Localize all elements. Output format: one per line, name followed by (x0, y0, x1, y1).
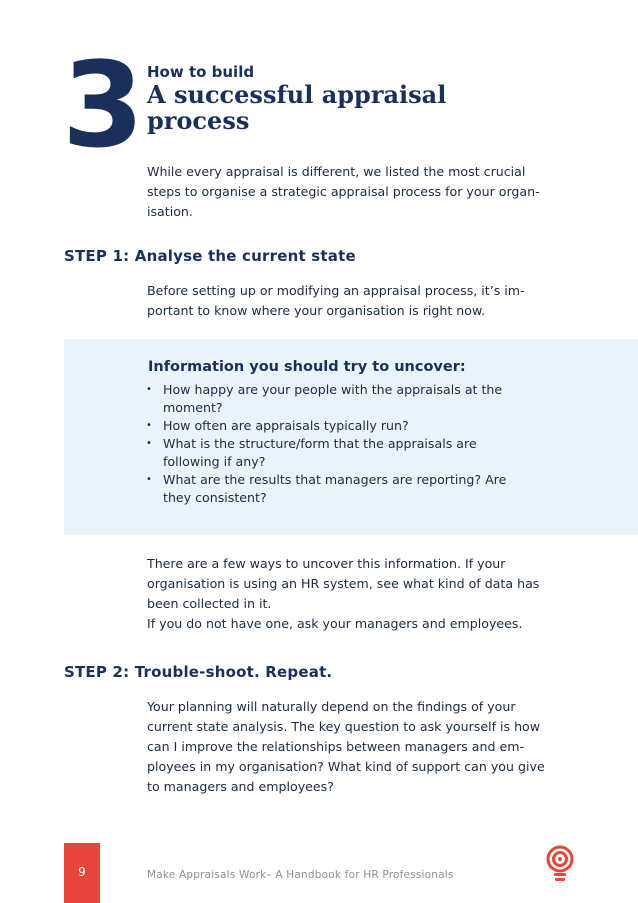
info-list-item: • What are the results that managers are reporting? Are they consistent? (146, 471, 526, 507)
title-line-2: process (147, 106, 250, 135)
step-1-heading: STEP 1: Analyse the current state (64, 247, 356, 265)
page-title (147, 82, 446, 134)
section-number: 3 (62, 36, 141, 174)
page-number-bar (64, 843, 100, 903)
info-list-item: • What is the structure/form that the appraisals are following if any? (146, 435, 526, 471)
page-number: 9 (78, 865, 86, 879)
step-2-paragraph: Your planning will naturally depend on the findings of your current state analysis. The key question to ask yourself is how can I improve the relationships between managers and em-ployees in my organisation? What kind of support can you give to managers and employees? (147, 699, 545, 794)
info-list-item: • How happy are your people with the appraisals at the moment? (146, 381, 526, 417)
info-box (64, 339, 638, 535)
after-box-line-1: There are a few ways to uncover this information. If your organisation is using an HR system, see what kind of data has been collected in it. (147, 556, 540, 611)
intro-paragraph: While every appraisal is different, we listed the most crucial steps to organise a strategic appraisal process for your organ-isation. (147, 164, 540, 219)
info-list (146, 381, 526, 507)
info-list-item: • How often are appraisals typically run? (146, 417, 526, 435)
info-box-title: Information you should try to uncover: (148, 359, 466, 375)
title-line-1: A successful appraisal (147, 80, 447, 109)
footer-text: Make Appraisals Work– A Handbook for HR Professionals (147, 869, 454, 881)
step-1-paragraph: Before setting up or modifying an appraisal process, it’s im-portant to know where your organisation is right now. (147, 283, 525, 318)
section-kicker: How to build (147, 63, 255, 81)
after-box-line-2: If you do not have one, ask your managers and employees. (147, 616, 523, 631)
step-2-heading: STEP 2: Trouble-shoot. Repeat. (64, 663, 333, 681)
lightbulb-pin-icon (543, 845, 577, 885)
after-box-text (147, 554, 552, 634)
